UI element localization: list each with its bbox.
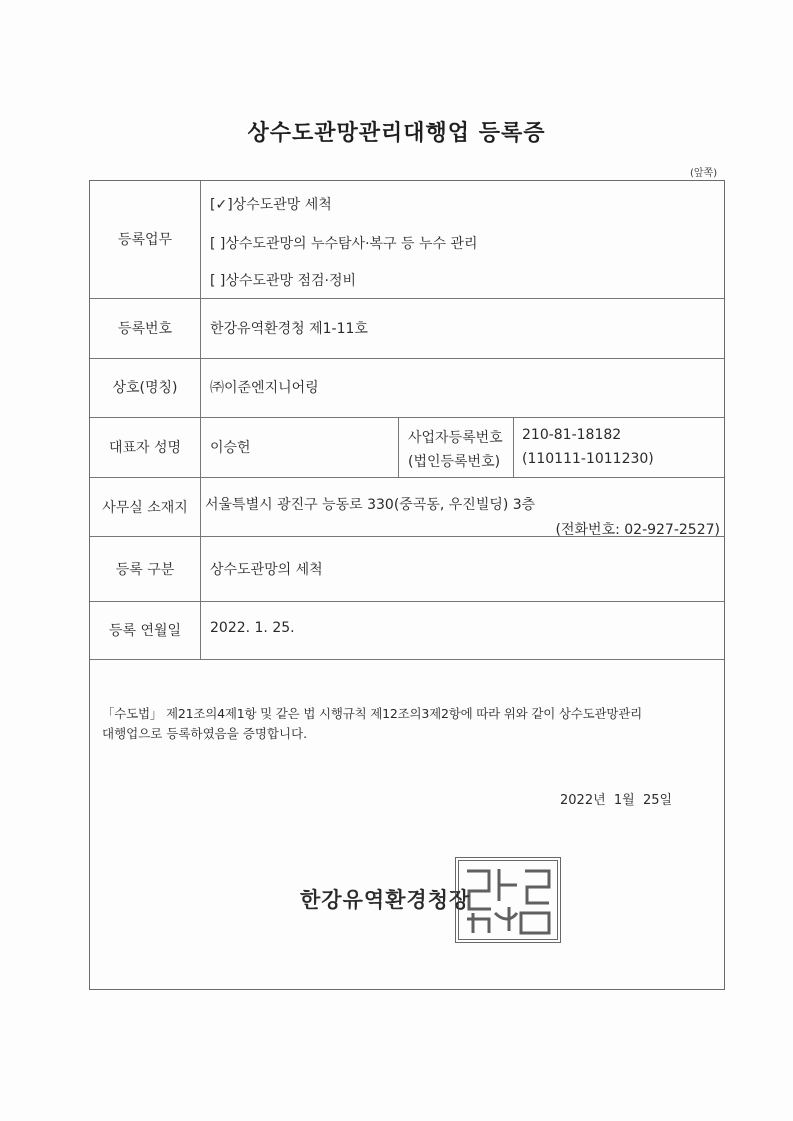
statement-line-1: 「수도법」 제21조의4제1항 및 같은 법 시행규칙 제12조의3제2항에 따라 위와 같이 상수도관망관리 (102, 706, 642, 721)
office-phone: (전화번호: 02-927-2527) (555, 522, 720, 538)
row-divider (90, 477, 724, 478)
representative-label: 대표자 성명 (108, 440, 182, 456)
side-note: (앞쪽) (690, 168, 718, 179)
issuer-name: 한강유역환경청장 (300, 888, 471, 912)
issue-date: 2022년 1월 25일 (560, 793, 673, 808)
business-option-2: [ ]상수도관망의 누수탐사·복구 등 누수 관리 (210, 236, 478, 252)
official-seal (455, 857, 561, 943)
company-name-label: 상호(명칭) (112, 380, 178, 396)
corporate-number-label: (법인등록번호) (408, 454, 501, 470)
category-label: 등록 구분 (115, 562, 175, 578)
column-divider (398, 417, 399, 477)
row-divider (90, 601, 724, 602)
row-divider (90, 659, 724, 660)
business-number-value: 210-81-18182 (522, 427, 622, 443)
statement-line-2: 대행업으로 등록하였음을 증명합니다. (102, 726, 308, 741)
column-divider (513, 417, 514, 477)
row-divider (90, 358, 724, 359)
row-divider (90, 417, 724, 418)
business-option-1: [✓]상수도관망 세척 (210, 197, 332, 213)
seal-pattern-icon (459, 861, 557, 939)
business-number-label: 사업자등록번호 (408, 430, 503, 446)
office-label: 사무실 소재지 (102, 500, 188, 516)
certificate-frame (89, 180, 725, 990)
column-divider (200, 181, 201, 659)
category-value: 상수도관망의 세척 (210, 562, 323, 578)
corporate-number-value: (110111-1011230) (522, 451, 654, 467)
registration-date-value: 2022. 1. 25. (210, 620, 295, 636)
row-divider (90, 298, 724, 299)
registration-number-label: 등록번호 (117, 321, 173, 337)
representative-value: 이승헌 (210, 440, 251, 456)
registration-business-label: 등록업무 (117, 232, 173, 248)
business-option-3: [ ]상수도관망 점검·정비 (210, 273, 356, 289)
office-address: 서울특별시 광진구 능동로 330(중곡동, 우진빌딩) 3층 (205, 497, 536, 513)
registration-date-label: 등록 연월일 (108, 623, 182, 639)
document-title: 상수도관망관리대행업 등록증 (247, 121, 546, 146)
company-name-value: ㈜이준엔지니어링 (210, 380, 319, 396)
registration-number-value: 한강유역환경청 제1-11호 (210, 321, 368, 337)
